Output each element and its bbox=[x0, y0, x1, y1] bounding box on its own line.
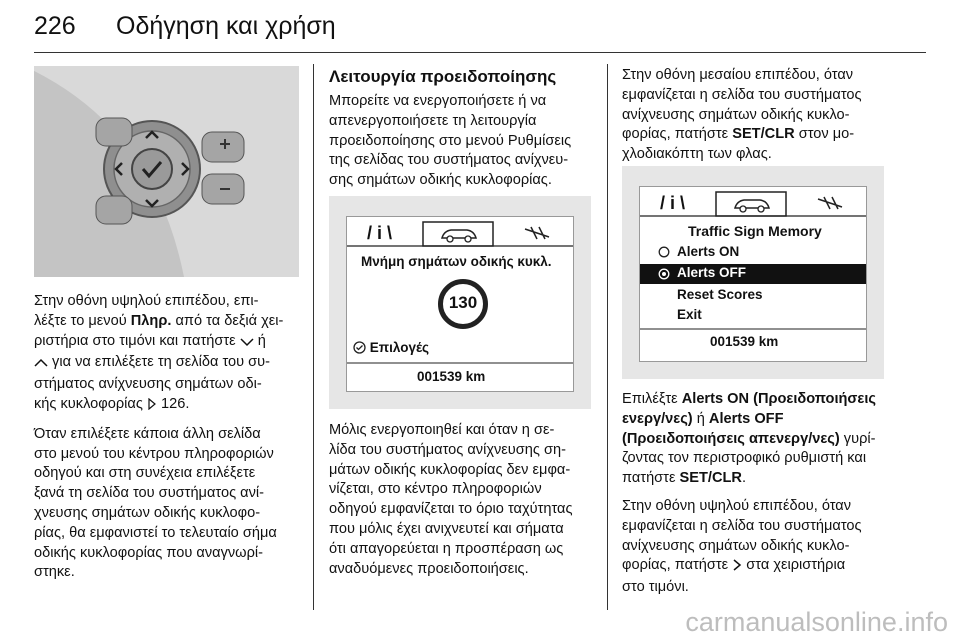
menu-item-exit[interactable]: Exit bbox=[677, 307, 702, 322]
display-screen bbox=[639, 186, 867, 362]
paragraph: Μόλις ενεργοποιηθεί και όταν η σε- λίδα του συστήματος ανίχνευσης ση- μάτων οδικής κυκλοφορίας δεν εμφα- νίζεται, στο κέντρο πληροφοριών οδηγού εμφανίζεται το όριο ταχύτητας που μόλις έχει ανιχνευτεί και σήματα ότι απαγορεύεται η προσπέραση ως αναδυόμενες προειδοποιήσεις. bbox=[329, 422, 573, 577]
column-2-lower bbox=[329, 421, 597, 587]
driver-info-display-illustration bbox=[329, 196, 591, 409]
column-3-lower bbox=[622, 390, 897, 606]
screen-title: Traffic Sign Memory bbox=[688, 223, 822, 239]
column-1 bbox=[34, 292, 302, 591]
road-icon bbox=[816, 195, 844, 216]
steering-wheel-controls-illustration bbox=[34, 66, 299, 277]
road-icon bbox=[523, 225, 551, 246]
info-tab-icon: / i \ bbox=[367, 223, 393, 243]
column-2 bbox=[329, 66, 597, 199]
page-header bbox=[34, 12, 926, 52]
radio-selected-icon bbox=[658, 267, 670, 285]
radio-empty-icon bbox=[658, 245, 670, 263]
column-3 bbox=[622, 66, 890, 173]
header-rule bbox=[34, 52, 926, 53]
paragraph: Όταν επιλέξετε κάποια άλλη σελίδα στο μενού του κέντρου πληροφοριών οδηγού και στη συνέχεια επιλέξετε ξανά τη σελίδα του συστήματος ανί- χνευσης σημάτων οδικής κυκλοφο- ρίας, θα εμφανιστεί το τελευταίο σήμα οδικής κυκλοφορίας που αναγνωρί- στηκε. bbox=[34, 425, 277, 581]
paragraph: Στην οθόνη υψηλού επιπέδου, όταν εμφανίζεται η σελίδα του συστήματος ανίχνευσης σημάτων οδικής κυκλο- φορίας, πατήστε στα χειριστήρια στο τιμόνι. bbox=[622, 497, 862, 596]
car-icon bbox=[732, 195, 772, 218]
menu-item-alerts-off[interactable]: Alerts OFF bbox=[640, 264, 866, 284]
paragraph: Στην οθόνη υψηλού επιπέδου, επι- λέξτε το μενού Πληρ. από τα δεξιά χει- ριστήρια στο τιμόνι και πατήστε ή για να επιλέξετε τη σελίδα του συ- στήματος ανίχνευσης σημάτων οδι- κής κυκλοφορίας 126. bbox=[34, 292, 302, 417]
driver-info-display-illustration bbox=[622, 166, 884, 379]
info-tab-icon: / i \ bbox=[660, 193, 686, 213]
section-heading: Λειτουργία προειδοποίησης bbox=[329, 67, 557, 86]
screen-title: Μνήμη σημάτων οδικής κυκλ. bbox=[361, 254, 552, 269]
column-divider bbox=[313, 64, 314, 610]
options-item: Επιλογές bbox=[353, 340, 429, 355]
page-title: Οδήγηση και χρήση bbox=[116, 12, 336, 40]
column-divider bbox=[607, 64, 608, 610]
menu-item-alerts-on[interactable]: Alerts ON bbox=[640, 243, 866, 263]
chevron-down-icon bbox=[240, 334, 254, 354]
paragraph: Επιλέξτε Alerts ON (Προειδοποιήσεις ενεργ/νες) ή Alerts OFF (Προειδοποιήσεις απενεργ/νες) γυρί- ζοντας τον περιστροφικό ρυθμιστή και πατήστε SET/CLR. bbox=[622, 391, 876, 487]
chevron-right-icon bbox=[732, 558, 742, 578]
paragraph: Στην οθόνη μεσαίου επιπέδου, όταν εμφανίζεται η σελίδα του συστήματος ανίχνευσης σημάτων οδικής κυκλο- φορίας, πατήστε SET/CLR στον μο- χλοδιακόπτη των φλας. bbox=[622, 67, 862, 163]
check-circle-icon bbox=[353, 340, 366, 355]
odometer-readout: 001539 km bbox=[417, 369, 486, 384]
page-reference-icon bbox=[147, 397, 157, 417]
display-screen bbox=[346, 216, 574, 392]
menu-item-reset-scores[interactable]: Reset Scores bbox=[677, 287, 763, 302]
page-number: 226 bbox=[34, 12, 76, 40]
speed-limit-sign bbox=[438, 279, 488, 329]
watermark: carmanualsonline.info bbox=[685, 607, 948, 637]
paragraph: Μπορείτε να ενεργοποιήσετε ή να απενεργοποιήσετε τη λειτουργία προειδοποίησης στο μενού Ρυθμίσεις της σελίδας του συστήματος ανίχνευ- σης σημάτων οδικής κυκλοφορίας. bbox=[329, 93, 572, 189]
chevron-up-icon bbox=[34, 355, 48, 375]
odometer-readout: 001539 km bbox=[710, 334, 779, 349]
speed-limit-value: 130 bbox=[448, 293, 478, 312]
car-icon bbox=[439, 225, 479, 248]
